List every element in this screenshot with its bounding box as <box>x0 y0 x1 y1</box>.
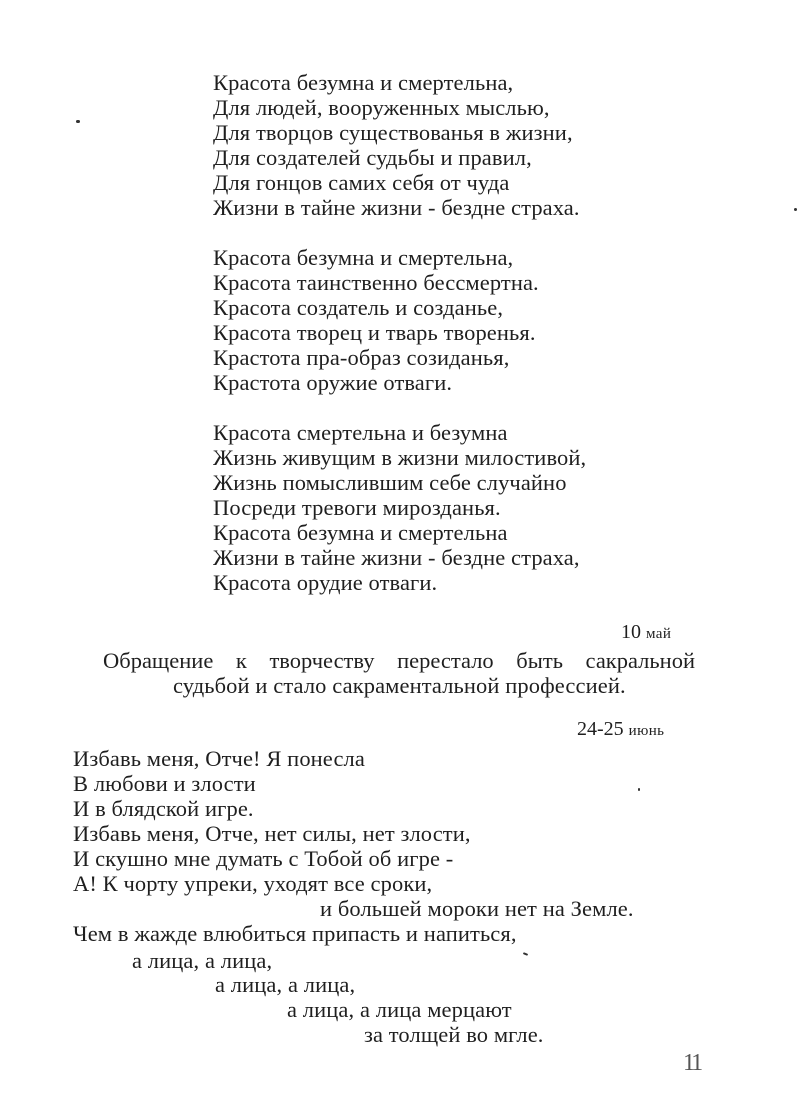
poem-line: Для создателей судьбы и правил, <box>213 145 532 170</box>
poem-line: И скушно мне думать с Тобой об игре - <box>73 846 454 871</box>
poem-line: Крастота пра-образ созиданья, <box>213 345 510 370</box>
poem-line: Жизни в тайне жизни - бездне страха, <box>213 545 580 570</box>
poem-line: В любови и злости <box>73 771 256 796</box>
poem-line: а лица, а лица, <box>132 948 273 973</box>
poem-line: Посреди тревоги мирозданья. <box>213 495 501 520</box>
poem-line: Красота творец и тварь творенья. <box>213 320 536 345</box>
poem-line: Жизнь помыслившим себе случайно <box>213 470 567 495</box>
scan-speck <box>523 952 528 956</box>
poem-line: Красота орудие отваги. <box>213 570 438 595</box>
poem-line: Избавь меня, Отче, нет силы, нет злости, <box>73 821 471 846</box>
scan-speck <box>794 208 797 211</box>
poem-line: Красота безумна и смертельна, <box>213 245 514 270</box>
poem-line: Красота смертельна и безумна <box>213 420 508 445</box>
poem-line: Для гонцов самих себя от чуда <box>213 170 510 195</box>
scan-speck <box>638 788 640 791</box>
poem-line: Красота безумна и смертельна <box>213 520 508 545</box>
poem-line: И в блядской игре. <box>73 796 254 821</box>
date-day: 10 <box>621 621 641 643</box>
poem-line: Красота создатель и созданье, <box>213 295 504 320</box>
date-day: 24-25 <box>577 718 624 740</box>
prose-line: Обращение к творчеству перестало быть сакральной <box>103 648 695 673</box>
poem-line: Для людей, вооруженных мыслью, <box>213 95 550 120</box>
poem-line: а лица, а лица, <box>215 972 356 997</box>
entry-date <box>577 717 664 743</box>
poem-line: за толщей во мгле. <box>364 1022 544 1047</box>
poem-line: Красота таинственно бессмертна. <box>213 270 539 295</box>
poem-line: Красота безумна и смертельна, <box>213 70 514 95</box>
page-number: 11 <box>683 1050 701 1076</box>
poem-line: Для творцов существованья в жизни, <box>213 120 573 145</box>
poem-line: Чем в жажде влюбиться припасть и напиться, <box>73 921 517 946</box>
entry-date <box>621 620 671 646</box>
poem-line: Крастота оружие отваги. <box>213 370 453 395</box>
poem-line: А! К чорту упреки, уходят все сроки, <box>73 871 433 896</box>
prose-line: судьбой и стало сакраментальной профессией. <box>173 673 626 698</box>
scan-speck <box>76 120 80 123</box>
date-month: июнь <box>628 723 665 739</box>
poem-line: Жизнь живущим в жизни милостивой, <box>213 445 587 470</box>
poem-line: Избавь меня, Отче! Я понесла <box>73 746 365 771</box>
poem-line: Жизни в тайне жизни - бездне страха. <box>213 195 580 220</box>
date-month: май <box>646 626 672 642</box>
poem-line: и большей мороки нет на Земле. <box>320 896 634 921</box>
poem-line: а лица, а лица мерцают <box>287 997 512 1022</box>
